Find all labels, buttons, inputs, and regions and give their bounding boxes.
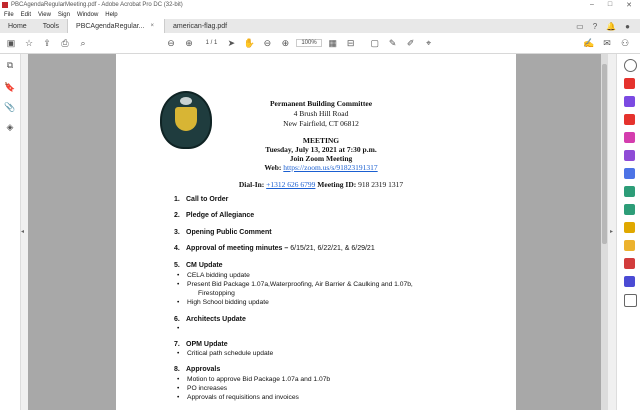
toolbar (0, 33, 640, 54)
collapse-right-pane-icon[interactable]: ▸ (610, 229, 614, 235)
agenda-item (174, 229, 272, 236)
acrobat-icon (2, 2, 8, 8)
tab-document-2-label: american-flag.pdf (173, 22, 228, 30)
select-cursor-icon[interactable]: ➤ (227, 37, 236, 48)
zoom-link[interactable]: https://zoom.us/s/91823191317 (283, 163, 378, 172)
search-icon[interactable]: ⌕ (80, 37, 86, 48)
pdf-page (116, 54, 516, 410)
meeting-heading: MEETING (302, 136, 340, 145)
agenda-item (174, 262, 223, 269)
address-line-2: New Fairfield, CT 06812 (283, 119, 359, 128)
title-bar (0, 0, 640, 10)
stamp-icon[interactable]: ⌖ (426, 37, 432, 48)
meeting-id-value: 918 2319 1317 (358, 180, 404, 189)
menu-view[interactable]: View (38, 11, 51, 18)
send-for-signature-icon[interactable] (624, 168, 635, 179)
tab-tools[interactable] (35, 19, 67, 33)
fill-sign-icon[interactable]: ✍ (583, 37, 595, 48)
item-title: CM Update (186, 262, 223, 269)
tab-home[interactable] (0, 19, 35, 33)
comment-tool-icon[interactable] (624, 240, 635, 251)
item-number: 6. (174, 316, 180, 323)
bookmark-star-icon[interactable]: ☆ (24, 37, 34, 48)
combine-files-icon[interactable] (624, 114, 635, 125)
search-tools-icon[interactable] (624, 59, 637, 72)
window-title: PBCAgendaRegularMeeting.pdf - Adobe Acrobat Pro DC (32-bit) (11, 2, 183, 8)
layers-icon[interactable]: ◈ (6, 121, 14, 132)
email-icon[interactable]: ✉ (603, 37, 611, 48)
chat-icon[interactable]: ▭ (576, 21, 584, 31)
agenda-item (174, 341, 228, 348)
address-line-1: 4 Brush Hill Road (293, 109, 349, 118)
agenda-bullet: • Critical path schedule update (187, 350, 273, 357)
highlight-pen-icon[interactable]: ✎ (388, 37, 397, 48)
tab-document-active[interactable] (67, 19, 165, 33)
create-pdf-icon[interactable] (624, 96, 635, 107)
marquee-icon[interactable]: ⊟ (346, 37, 355, 48)
meeting-id-label: Meeting ID: (317, 180, 357, 189)
zoom-out-icon[interactable]: ⊖ (263, 37, 272, 48)
item-title: Approval of meeting minutes – (186, 245, 289, 252)
next-page-icon[interactable]: ⊕ (185, 37, 193, 48)
agenda-item (174, 245, 375, 252)
dial-in-line (116, 180, 526, 189)
maximize-icon[interactable]: □ (607, 1, 613, 8)
agenda-bullet: • Approvals of requisitions and invoices (187, 394, 299, 401)
fill-sign-tool-icon[interactable] (624, 150, 635, 161)
item-title: OPM Update (186, 341, 228, 348)
item-title: Opening Public Comment (186, 229, 272, 236)
agenda-item (174, 196, 228, 203)
menu-window[interactable]: Window (76, 11, 99, 18)
web-line (116, 163, 526, 172)
item-number: 3. (174, 229, 180, 236)
close-window-icon[interactable]: ✕ (626, 2, 632, 9)
page-total: / 1 (210, 40, 218, 46)
more-tools-icon[interactable] (624, 294, 637, 307)
edit-pdf-icon[interactable] (624, 132, 635, 143)
draw-icon[interactable]: ✐ (406, 37, 415, 48)
meeting-date: Tuesday, July 13, 2021 at 7:30 p.m. (265, 145, 377, 154)
menu-help[interactable]: Help (105, 11, 118, 18)
redact-icon[interactable] (624, 258, 635, 269)
item-number: 2. (174, 212, 180, 219)
organization-name: Permanent Building Committee (269, 99, 373, 108)
minimize-icon[interactable]: – (589, 1, 594, 8)
menu-file[interactable]: File (4, 11, 14, 18)
tab-home-label: Home (8, 22, 27, 30)
agenda-bullet: • Present Bid Package 1.07a,Waterproofing, Air Barrier & Caulking and 1.07b, (187, 281, 413, 288)
menu-bar (0, 10, 640, 19)
agenda-item (174, 212, 254, 219)
save-icon[interactable]: ▣ (6, 37, 16, 48)
agenda-bullet: • Motion to approve Bid Package 1.07a and 1.07b (187, 376, 330, 383)
item-number: 1. (174, 196, 180, 203)
item-title: Approvals (186, 366, 221, 373)
attachments-icon[interactable]: 📎 (4, 101, 16, 112)
item-number: 8. (174, 366, 180, 373)
previous-page-icon[interactable]: ⊖ (167, 37, 175, 48)
menu-edit[interactable]: Edit (20, 11, 32, 18)
dial-in-label: Dial-In: (238, 180, 265, 189)
item-title: Call to Order (186, 196, 229, 203)
left-navigation-pane (0, 54, 21, 410)
agenda-bullet-continuation: Firestopping (198, 290, 235, 297)
web-label: Web: (264, 163, 282, 172)
item-number: 4. (174, 245, 180, 252)
right-tools-pane (616, 54, 640, 410)
tab-document-label: PBCAgendaRegular... (76, 22, 145, 30)
page-indicator (199, 40, 217, 46)
item-detail: 6/15/21, 6/22/21, & 6/29/21 (290, 245, 375, 252)
share-icon[interactable]: ⚇ (620, 37, 630, 48)
comment-icon[interactable]: ▢ (370, 37, 379, 48)
page-number-input[interactable]: 1 (205, 40, 209, 46)
zoom-in-icon[interactable]: ⊕ (281, 37, 290, 48)
notifications-icon[interactable]: 🔔 (606, 21, 617, 31)
scrollbar-thumb[interactable] (602, 64, 607, 244)
menu-sign[interactable]: Sign (57, 11, 70, 18)
account-icon[interactable]: ● (625, 21, 630, 31)
hand-tool-icon[interactable]: ✋ (243, 37, 255, 48)
zoom-level-dropdown[interactable]: 100% (296, 39, 321, 47)
agenda-item (174, 366, 220, 373)
protect-icon[interactable] (624, 276, 635, 287)
help-icon[interactable]: ? (592, 21, 598, 31)
upload-icon[interactable]: ⇪ (43, 37, 51, 48)
close-tab-icon[interactable]: × (150, 23, 155, 29)
vertical-scrollbar[interactable] (601, 54, 608, 410)
tab-document-2[interactable] (165, 19, 261, 33)
item-number: 5. (174, 262, 180, 269)
collapse-left-pane-icon[interactable]: ◂ (21, 229, 25, 235)
agenda-bullet: • CELA bidding update (187, 272, 250, 279)
agenda-bullet: • High School bidding update (187, 299, 269, 306)
agenda-bullet: • PO increases (187, 385, 227, 392)
tab-tools-label: Tools (42, 22, 60, 30)
join-zoom-heading: Join Zoom Meeting (289, 154, 353, 163)
item-title: Architects Update (186, 316, 246, 323)
agenda-item (174, 316, 246, 323)
compress-icon[interactable] (624, 222, 635, 233)
organize-pages-icon[interactable] (624, 186, 635, 197)
tab-bar (0, 19, 640, 34)
print-icon[interactable]: ⎙ (61, 37, 69, 48)
scan-ocr-icon[interactable] (624, 204, 635, 215)
page-fit-icon[interactable]: ▦ (328, 37, 337, 48)
item-title: Pledge of Allegiance (186, 212, 255, 219)
item-number: 7. (174, 341, 180, 348)
page-thumbnails-icon[interactable]: ⧉ (6, 59, 14, 70)
export-pdf-icon[interactable] (624, 78, 635, 89)
dial-in-number[interactable]: +1312 626 6799 (266, 180, 316, 189)
bookmarks-icon[interactable]: 🔖 (4, 81, 16, 92)
